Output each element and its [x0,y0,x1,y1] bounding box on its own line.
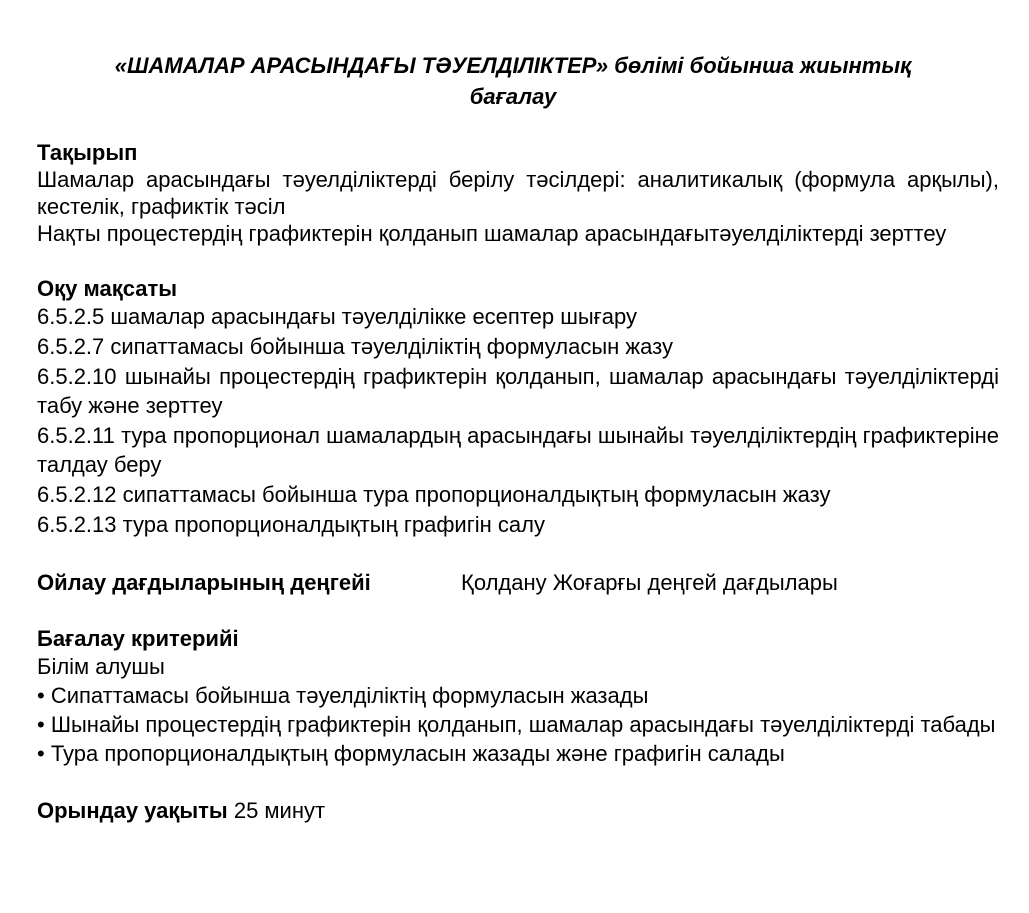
time-label: Орындау уақыты [37,798,228,823]
title-line-1: «ШАМАЛАР АРАСЫНДАҒЫ ТӘУЕЛДІЛІКТЕР» бөлімі бойынша жиынтық [114,53,912,78]
spacer [37,597,999,625]
objective-item: 6.5.2.11 тура пропорционал шамалардың арасындағы шынайы тәуелділіктердің графиктеріне талдау беру [37,423,999,477]
thinking-level-value: Қолдану Жоғарғы деңгей дағдылары [461,570,838,595]
objective-item: 6.5.2.5 шамалар арасындағы тәуелділікке есептер шығару [37,304,637,329]
topic-section [37,139,999,247]
objective-item: 6.5.2.13 тура пропорционалдықтың графигін салу [37,512,545,537]
topic-heading: Тақырып [37,140,138,165]
time-value: 25 минут [233,798,326,823]
document-title [37,50,999,112]
title-line-2: бағалау [469,84,557,109]
criteria-intro: Білім алушы [37,654,165,679]
criteria-item: • Сипаттамасы бойынша тәуелділіктің формуласын жазады [37,683,649,708]
spacer [37,540,999,568]
spacer [37,247,999,275]
objective-item: 6.5.2.12 сипаттамасы бойынша тура пропорционалдықтың формуласын жазу [37,482,831,507]
topic-paragraph: Шамалар арасындағы тәуелділіктерді берілу тәсілдері: аналитикалық (формула арқылы), кестелік, графиктік тәсіл [37,167,999,219]
criteria-section [37,625,999,768]
criteria-item: • Шынайы процестердің графиктерін қолданып, шамалар арасындағы тәуелділіктерді табады [37,712,996,737]
topic-paragraph: Нақты процестердің графиктерін қолданып шамалар арасындағытәуелділіктерді зерттеу [37,221,947,246]
thinking-level-heading: Ойлау дағдыларының деңгейі [37,570,371,595]
objectives-heading: Оқу мақсаты [37,276,178,301]
objective-item: 6.5.2.7 сипаттамасы бойынша тәуелділіктің формуласын жазу [37,334,673,359]
thinking-level-row [37,568,999,597]
criteria-item: • Тура пропорционалдықтың формуласын жазады және графигін салады [37,741,785,766]
time-row [37,796,999,825]
criteria-heading: Бағалау критерийі [37,626,239,651]
spacer [37,768,999,796]
objectives-section [37,275,999,539]
objective-item: 6.5.2.10 шынайы процестердің графиктерін қолданып, шамалар арасындағы тәуелділіктерді табу және зерттеу [37,364,999,418]
